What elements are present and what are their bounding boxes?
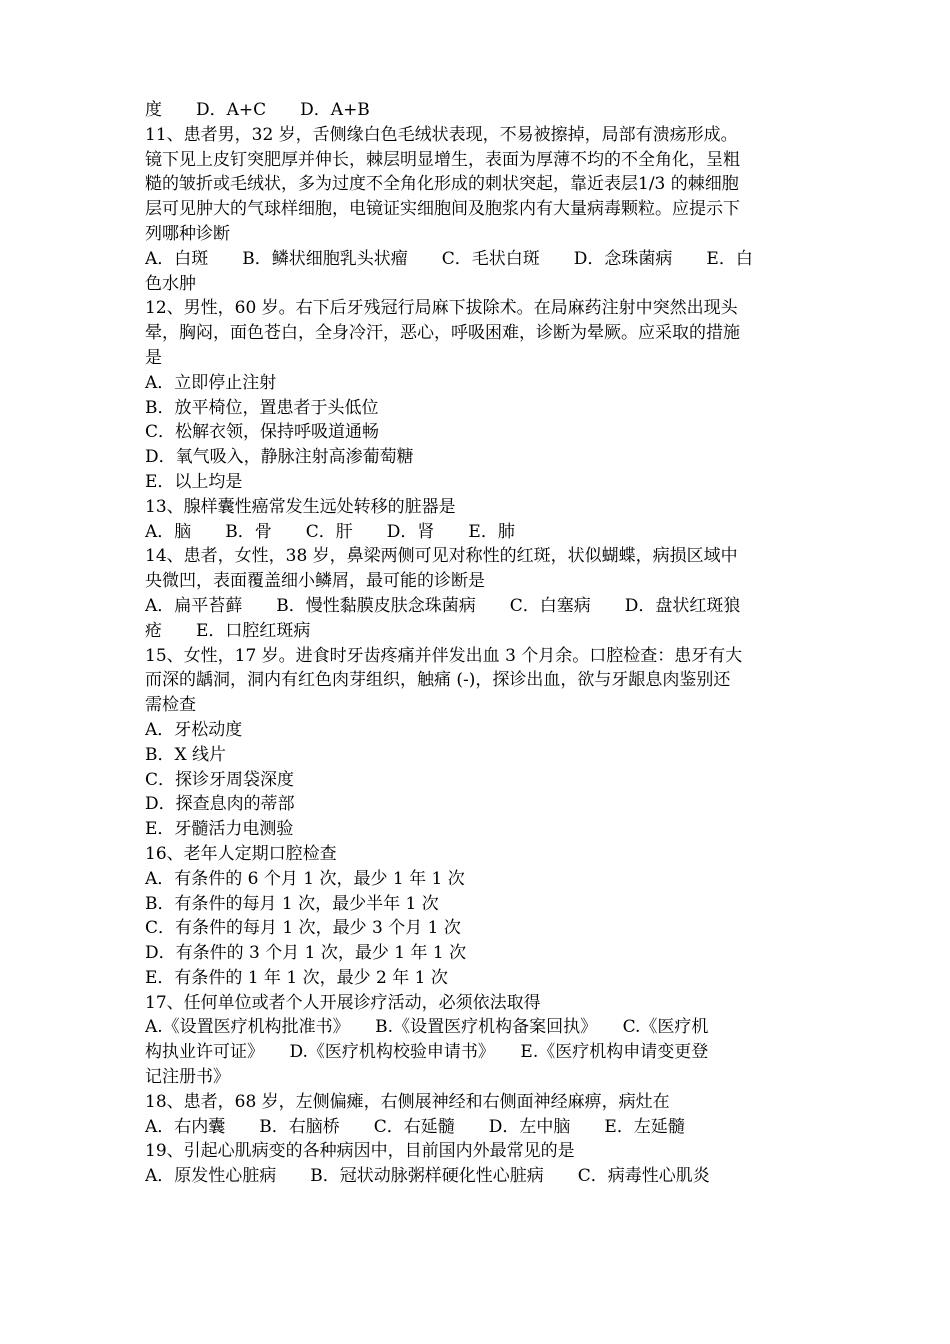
question-15-stem: 15、女性，17 岁。进食时牙齿疼痛并伴发出血 3 个月余。口腔检查：患牙有大 bbox=[145, 645, 743, 666]
question-13-stem: 13、腺样囊性癌常发生远处转移的脏器是 bbox=[145, 496, 456, 517]
question-19-stem: 19、引起心肌病变的各种病因中，目前国内外最常见的是 bbox=[145, 1141, 575, 1162]
text-line: 疮 E．口腔红斑病 bbox=[145, 620, 311, 641]
question-14-options: A．扁平苔藓 B．慢性黏膜皮肤念珠菌病 C．白塞病 D．盘状红斑狼 bbox=[145, 595, 741, 616]
question-16-stem: 16、老年人定期口腔检查 bbox=[145, 843, 337, 864]
option-e: E．以上均是 bbox=[145, 471, 243, 492]
question-17-stem: 17、任何单位或者个人开展诊疗活动，必须依法取得 bbox=[145, 992, 541, 1013]
option-d: D．氧气吸入，静脉注射高渗葡萄糖 bbox=[145, 447, 414, 468]
text-line: 度 D．A+C D．A+B bbox=[145, 100, 370, 120]
question-13-options: A．脑 B．骨 C．肝 D．肾 E．肺 bbox=[145, 521, 515, 542]
option-e: E．牙髓活力电测验 bbox=[145, 819, 294, 840]
question-12-stem: 12、男性，60 岁。右下后牙残冠行局麻下拔除术。在局麻药注射中突然出现头 bbox=[145, 298, 738, 319]
option-d: D．探查息肉的蒂部 bbox=[145, 794, 295, 815]
text-line: 镜下见上皮钉突肥厚并伸长，棘层明显增生，表面为厚薄不均的不全角化，呈粗 bbox=[145, 149, 740, 170]
text-line: 央微凹，表面覆盖细小鳞屑，最可能的诊断是 bbox=[145, 571, 485, 592]
option-e: E．有条件的 1 年 1 次，最少 2 年 1 次 bbox=[145, 967, 448, 988]
option-a: A．立即停止注射 bbox=[145, 372, 277, 393]
text-line: 列哪种诊断 bbox=[145, 223, 230, 244]
text-line: 需检查 bbox=[145, 695, 196, 716]
option-b: B．有条件的每月 1 次，最少半年 1 次 bbox=[145, 893, 439, 914]
question-18-stem: 18、患者，68 岁，左侧偏瘫，右侧展神经和右侧面神经麻痹，病灶在 bbox=[145, 1091, 670, 1112]
option-c: C．有条件的每月 1 次，最少 3 个月 1 次 bbox=[145, 918, 461, 939]
question-11-options: A．白斑 B．鳞状细胞乳头状瘤 C．毛状白斑 D．念珠菌病 E．白 bbox=[145, 248, 753, 269]
option-a: A．有条件的 6 个月 1 次，最少 1 年 1 次 bbox=[145, 868, 465, 889]
question-17-options: A.《设置医疗机构批准书》 B.《设置医疗机构备案回执》 C.《医疗机 bbox=[145, 1017, 709, 1038]
question-11-stem: 11、患者男，32 岁，舌侧缘白色毛绒状表现，不易被擦掉，局部有溃疡形成。 bbox=[145, 124, 738, 145]
text-line: 构执业许可证》 D.《医疗机构校验申请书》 E.《医疗机构申请变更登 bbox=[145, 1042, 709, 1063]
document-text bbox=[145, 98, 815, 1189]
text-line: 记注册书》 bbox=[145, 1067, 230, 1088]
question-14-stem: 14、患者，女性，38 岁，鼻梁两侧可见对称性的红斑，状似蝴蝶，病损区域中 bbox=[145, 546, 738, 567]
text-line: 层可见肿大的气球样细胞，电镜证实细胞间及胞浆内有大量病毒颗粒。应提示下 bbox=[145, 199, 740, 220]
option-b: B．放平椅位，置患者于头低位 bbox=[145, 397, 379, 418]
option-d: D．有条件的 3 个月 1 次，最少 1 年 1 次 bbox=[145, 943, 467, 964]
text-line: 是 bbox=[145, 347, 162, 368]
text-line: 色水肿 bbox=[145, 273, 196, 294]
text-line: 糙的皱折或毛绒状，多为过度不全角化形成的刺状突起，靠近表层1/3 的棘细胞 bbox=[145, 174, 739, 195]
question-19-options: A．原发性心脏病 B．冠状动脉粥样硬化性心脏病 C．病毒性心肌炎 bbox=[145, 1166, 710, 1187]
option-c: C．松解衣领，保持呼吸道通畅 bbox=[145, 422, 380, 443]
text-line: 而深的龋洞，洞内有红色肉芽组织，触痛 (-)，探诊出血，欲与牙龈息肉鉴别还 bbox=[145, 670, 731, 691]
question-18-options: A．右内囊 B．右脑桥 C．右延髓 D．左中脑 E．左延髓 bbox=[145, 1116, 685, 1137]
option-a: A．牙松动度 bbox=[145, 719, 243, 740]
option-b: B．X 线片 bbox=[145, 744, 226, 765]
option-c: C．探诊牙周袋深度 bbox=[145, 769, 295, 790]
text-line: 晕，胸闷，面色苍白，全身冷汗，恶心，呼吸困难，诊断为晕厥。应采取的措施 bbox=[145, 323, 740, 344]
